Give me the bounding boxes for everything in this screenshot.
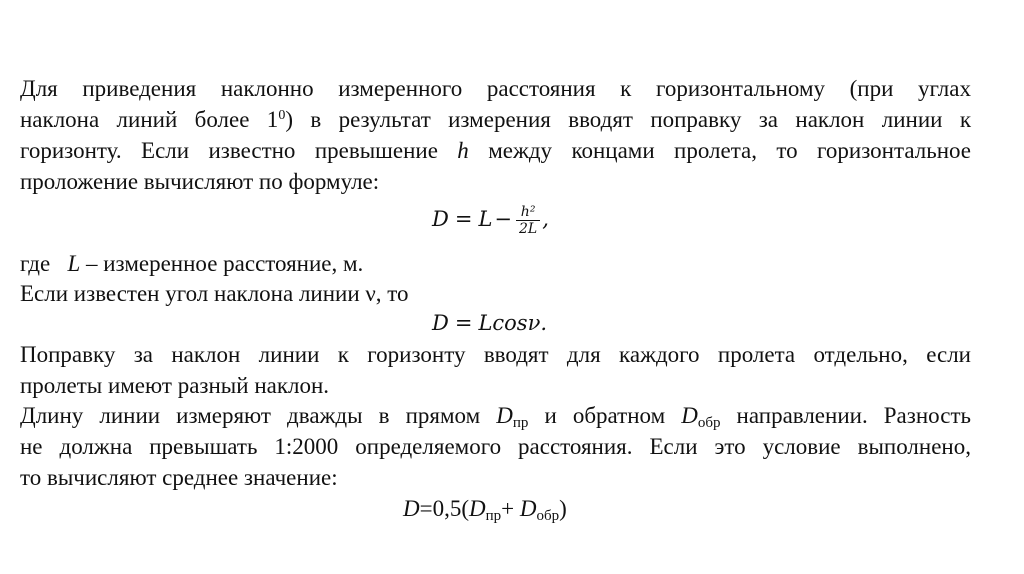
formula-fraction (516, 204, 540, 237)
fraction-numerator: h² (516, 204, 540, 221)
variable-d: D (681, 403, 698, 428)
paragraph-1-line-1: Для приведения наклонно измеренного расстояния к горизонтальному (при углах (20, 76, 971, 101)
formula-var-d: D (519, 496, 537, 521)
degree-superscript: 0 (278, 108, 286, 123)
text-fragment: Длину линии измеряют дважды в прямом (20, 403, 497, 428)
paragraph-2-line-1: Поправку за наклон линии к горизонту вводят для каждого пролета отдельно, если (20, 342, 971, 367)
formula-mid: =0,5( (419, 496, 470, 521)
formula-var-d: D (469, 496, 486, 521)
text-fragment: наклона линий более 1 (20, 107, 279, 132)
formula-comma: , (542, 207, 549, 231)
paragraph-3-line-1 (20, 402, 971, 429)
text-fragment: ) в результат измерения вводят поправку за наклон линии к (285, 107, 971, 132)
formula-var-d: D (403, 496, 420, 521)
text-fragment: горизонту. Если известно превышение (20, 138, 458, 163)
formula-cos (432, 310, 547, 337)
text-fragment: и обратном (528, 403, 682, 428)
fraction-denominator: 2L (519, 221, 538, 237)
formula-var-d: D (432, 207, 449, 231)
subscript-pr: пр (485, 508, 502, 524)
text-fragment: между концами пролета, то горизонтальное (468, 138, 971, 163)
formula-equals: = (454, 207, 473, 231)
formula-plus: + (501, 496, 520, 521)
angle-line: Если известен угол наклона линии ν, то (20, 281, 409, 306)
variable-h: h (457, 138, 469, 163)
formula-var-d: D (432, 311, 449, 335)
variable-l: L (67, 251, 81, 276)
paragraph-1-line-2 (20, 106, 971, 133)
subscript-pr: пр (512, 415, 529, 431)
formula-horizontal-distance (432, 204, 549, 237)
text-fragment: направлении. Разность (720, 403, 971, 428)
subscript-obr: обр (697, 415, 721, 431)
paragraph-1-line-3 (20, 137, 971, 164)
formula-close: ) (559, 496, 567, 521)
subscript-obr: обр (536, 508, 560, 524)
formula-minus: − (494, 207, 513, 231)
where-text: – измеренное расстояние, м. (80, 251, 364, 276)
where-prefix: где (20, 251, 51, 276)
variable-d: D (496, 403, 513, 428)
formula-equals: = (454, 311, 473, 335)
paragraph-1-line-4: проложение вычисляют по формуле: (20, 169, 380, 194)
formula-var-l: L (478, 207, 493, 231)
where-line (20, 250, 971, 277)
paragraph-2-line-2: пролеты имеют разный наклон. (20, 373, 330, 398)
paragraph-3-line-3: то вычисляют среднее значение: (20, 465, 338, 490)
formula-mean (403, 495, 567, 522)
formula-rhs: Lcosν. (478, 311, 548, 335)
paragraph-3-line-2: не должна превышать 1:2000 определяемого расстояния. Если это условие выполнено, (20, 434, 971, 459)
